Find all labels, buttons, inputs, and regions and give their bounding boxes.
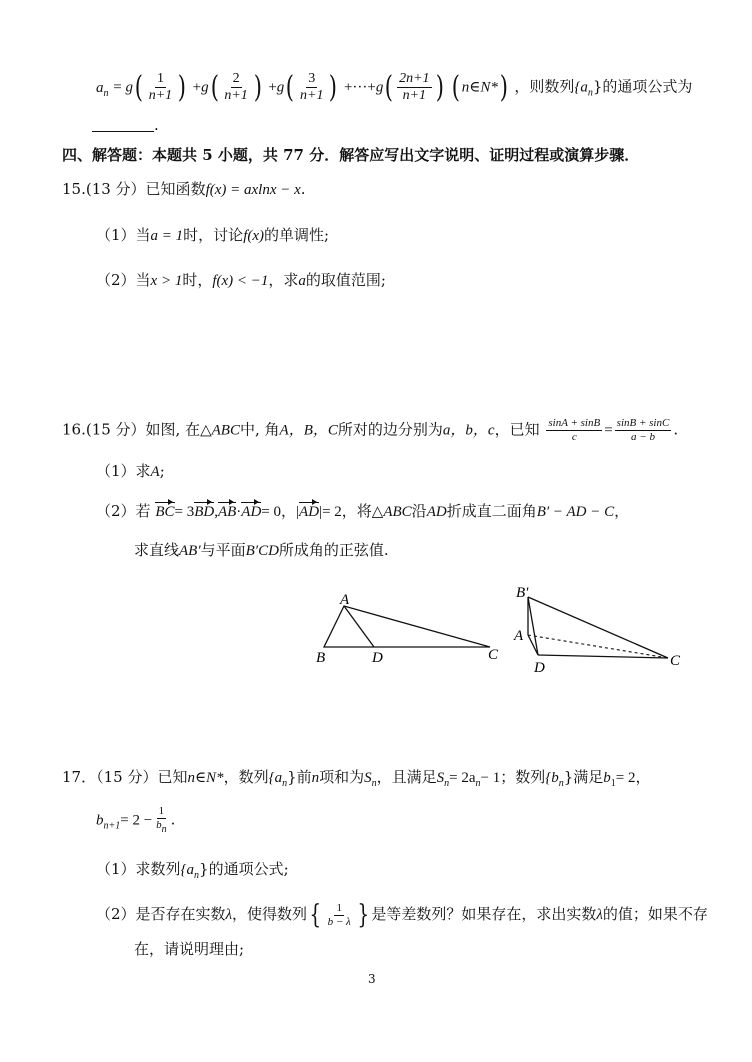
q15-part1: （1）当a = 1时，讨论f(x)的单调性; — [96, 226, 330, 244]
q16-header: 16.(15 分）如图, 在△ABC中, 角A，B，C所对的边分别为a，b，c，已知 $\frac{\sin A + \sin B}{c}$ = $\frac{\sin B + \sin C}{a - b}$ . — [62, 417, 679, 443]
q15-header: 15.(13 分）已知函数f(x) = axlnx − x. — [62, 180, 306, 198]
folded-figure-right — [510, 585, 710, 675]
label-C2: C — [670, 653, 681, 669]
label-A: A — [340, 592, 350, 608]
page-number: 3 — [368, 972, 376, 986]
q17-part2: （2）是否存在实数λ，使得数列{ $\frac{1}{b - \lambda}$ } 是等差数列？如果存在，求出实数λ的值；如果不存 — [96, 900, 708, 930]
q17-part1: （1）求数列$\{a_n\}$的通项公式; — [96, 860, 289, 881]
frac-one: $\frac{1}{n+1}$ — [148, 71, 173, 103]
frac-last: $\frac{2n+1}{n+1}$ — [399, 71, 430, 103]
q14-answer-blank[interactable]: . — [92, 118, 159, 133]
q16-part1: （1）求A; — [96, 462, 165, 480]
q16-part2: （2）若 BC= 3BD,AB·AD= 0，|AD|= 2，将△ABC沿AD折成直二面角B′ − AD − C， — [96, 502, 630, 520]
q14-condition: n∈N* — [461, 79, 498, 96]
q17-frac-lambda: $\frac{1}{b - \lambda}$ — [327, 901, 351, 928]
q14-formula-line: $a_n = g$( $\frac{1}{n+1}$ ) +g( $\frac{2}{n+1}$ ) +g( $\frac{3}{n+1}$ ) +···+g( $\frac{2n+1}{n+1}$ ) ( n∈N*) ，则数列$\{a_n\}$的通项公式为 — [96, 69, 693, 105]
q17-part2-line2: 在，请说明理由; — [134, 940, 245, 958]
label-B: B — [316, 650, 326, 666]
section-four-heading: 四、解答题：本题共 5 小题，共 77 分．解答应写出文字说明、证明过程或演算步骤． — [62, 146, 640, 164]
frac-three: $\frac{3}{n+1}$ — [300, 71, 324, 103]
label-D2: D — [534, 660, 545, 675]
label-D: D — [372, 650, 383, 666]
label-B-prime: B′ — [516, 585, 529, 601]
an-symbol: $a_n$ — [96, 79, 109, 99]
blank-line[interactable] — [92, 119, 154, 132]
triangle-figure-left — [310, 592, 510, 672]
frac-two: $\frac{2}{n+1}$ — [224, 71, 248, 103]
q16-frac-left: $\frac{\sin A + \sin B}{c}$ — [548, 417, 601, 443]
q15-part2: （2）当x > 1时，f(x) < −1，求a的取值范围; — [96, 271, 386, 289]
q16-part2-line2: 求直线AB′与平面B′CD所成角的正弦值. — [134, 541, 389, 559]
q17-frac-recip: $\frac{1}{bn}$ — [156, 805, 167, 835]
q17-recurrence: $b_{n+1}= 2$ − $\frac{1}{bn}$ . — [96, 805, 176, 835]
q17-header: 17．（15 分）已知n∈N*，数列$\{a_n\}$前n项和为$S_n$，且满足$S_n= 2a_n- 1$；数列$\{b_n\}$满足$b_1= 2$， — [62, 768, 651, 789]
label-A2: A — [514, 628, 524, 644]
q16-frac-right: $\frac{\sin B + \sin C}{a - b}$ — [616, 417, 670, 443]
label-C: C — [488, 647, 499, 663]
